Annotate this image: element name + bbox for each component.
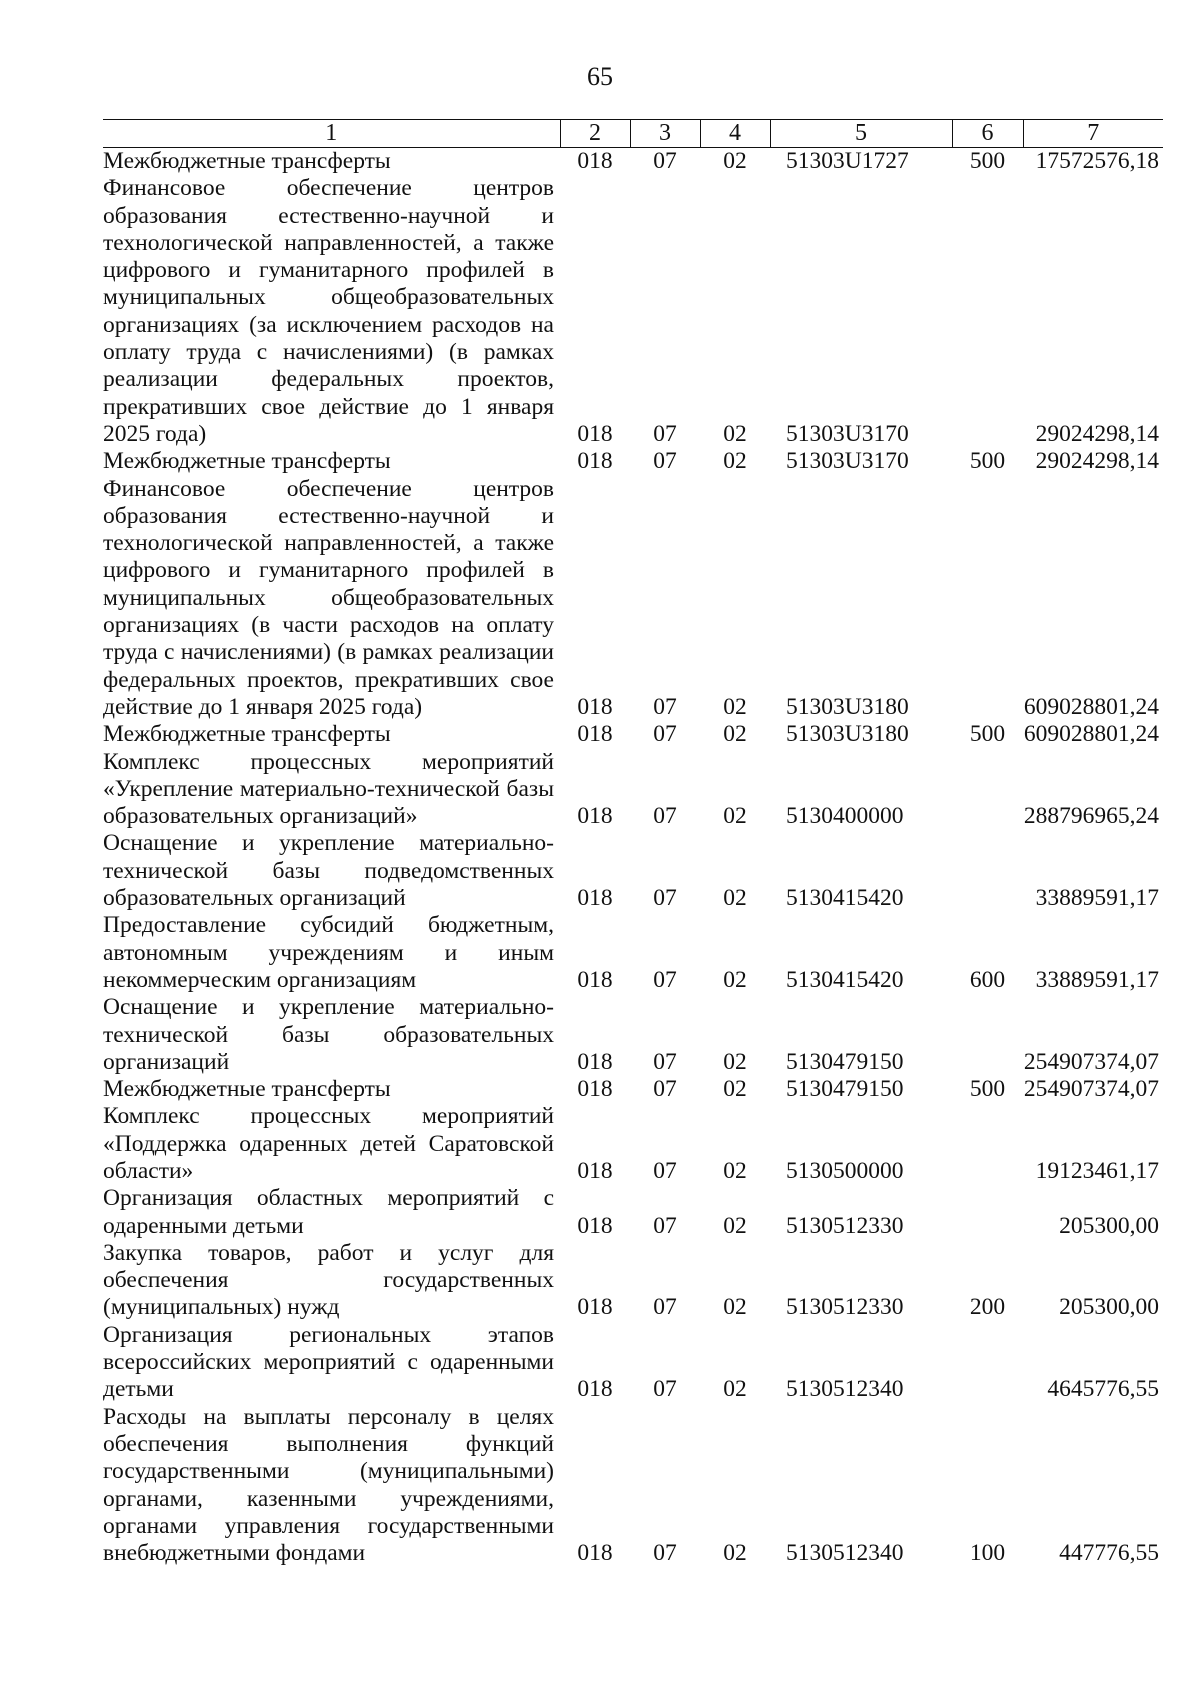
- target-article-code: 5130415420: [786, 966, 904, 993]
- page-number: 65: [587, 62, 613, 91]
- amount: 254907374,07: [1023, 1076, 1159, 1103]
- subsection-code: 02: [723, 1540, 747, 1567]
- section-code: 07: [653, 693, 677, 720]
- expense-type-code: [952, 175, 1023, 448]
- section-code: 07: [653, 1376, 677, 1403]
- ministry-code: 018: [577, 693, 613, 720]
- section-code: 07: [653, 1212, 677, 1239]
- column-header-3: 3: [630, 120, 700, 148]
- table-row: [103, 830, 1163, 912]
- amount: 29024298,14: [1035, 448, 1159, 475]
- expense-name: Комплекс процессных мероприятий «Укрепление материально-технической базы образовательных организаций»: [103, 748, 554, 830]
- target-article-code: 5130512340: [786, 1376, 904, 1403]
- section-code: 07: [653, 148, 677, 174]
- table-row: [103, 448, 1163, 475]
- table-row: [103, 175, 1163, 448]
- target-article-code: 5130415420: [786, 885, 904, 912]
- table-row: [103, 1404, 1163, 1568]
- expense-name: Межбюджетные трансферты: [103, 721, 391, 748]
- expense-type-code: [952, 994, 1023, 1076]
- target-article-code: 5130479150: [786, 1076, 904, 1103]
- section-code: 07: [653, 1294, 677, 1321]
- target-article-code: 5130512340: [786, 1540, 904, 1567]
- subsection-code: 02: [723, 966, 747, 993]
- expense-name: Организация областных мероприятий с одаренными детьми: [103, 1185, 554, 1239]
- amount: 29024298,14: [1035, 420, 1159, 447]
- expense-name: Финансовое обеспечение центров образования естественно-научной и технологической направленностей, а также цифрового и гуманитарного профилей в муниципальных общеобразовательных организациях (за исключением расходов на оплату труда с начислениями) (в рамках реализации федеральных проектов, прекративших свое действие до 1 января 2025 года): [103, 175, 554, 447]
- expense-type-code: 500: [969, 1076, 1006, 1103]
- table-row: [103, 148, 1163, 176]
- subsection-code: 02: [723, 1212, 747, 1239]
- expense-type-code: 200: [969, 1294, 1006, 1321]
- table-row: [103, 721, 1163, 748]
- subsection-code: 02: [723, 1157, 747, 1184]
- budget-table: [103, 119, 1163, 1567]
- amount: 33889591,17: [1035, 885, 1159, 912]
- ministry-code: 018: [577, 448, 613, 475]
- amount: 4645776,55: [1047, 1376, 1159, 1403]
- table-row: [103, 1076, 1163, 1103]
- expense-type-code: 500: [969, 721, 1006, 748]
- ministry-code: 018: [577, 1048, 613, 1075]
- target-article-code: 51303U1727: [786, 148, 909, 174]
- table-row: [103, 994, 1163, 1076]
- expense-type-code: [952, 476, 1023, 722]
- table-row: [103, 476, 1163, 722]
- ministry-code: 018: [577, 885, 613, 912]
- ministry-code: 018: [577, 1294, 613, 1321]
- target-article-code: 5130400000: [786, 803, 904, 830]
- amount: 609028801,24: [1023, 693, 1159, 720]
- expense-name: Оснащение и укрепление материально-технической базы подведомственных образовательных организаций: [103, 830, 554, 912]
- target-article-code: 51303U3180: [786, 693, 909, 720]
- ministry-code: 018: [577, 148, 613, 174]
- expense-name: Расходы на выплаты персоналу в целях обеспечения выполнения функций государственными (муниципальными) органами, казенными учреждениями, органами управления государственными внебюджетными фондами: [103, 1403, 554, 1567]
- subsection-code: 02: [723, 721, 747, 748]
- column-header-7: 7: [1023, 120, 1163, 148]
- amount: 609028801,24: [1023, 721, 1159, 748]
- target-article-code: 5130512330: [786, 1212, 904, 1239]
- expense-type-code: [952, 1322, 1023, 1404]
- section-code: 07: [653, 1540, 677, 1567]
- ministry-code: 018: [577, 966, 613, 993]
- section-code: 07: [653, 803, 677, 830]
- subsection-code: 02: [723, 803, 747, 830]
- subsection-code: 02: [723, 148, 747, 174]
- expense-type-code: 500: [969, 448, 1006, 475]
- table-body: [103, 148, 1163, 1568]
- ministry-code: 018: [577, 1540, 613, 1567]
- amount: 254907374,07: [1023, 1048, 1159, 1075]
- expense-type-code: 100: [969, 1540, 1006, 1567]
- table-header: [103, 120, 1163, 148]
- target-article-code: 5130479150: [786, 1048, 904, 1075]
- expense-name: Организация региональных этапов всероссийских мероприятий с одаренными детьми: [103, 1321, 554, 1403]
- section-code: 07: [653, 448, 677, 475]
- header-row: [103, 120, 1163, 148]
- expense-name: Предоставление субсидий бюджетным, автономным учреждениям и иным некоммерческим организациям: [103, 912, 554, 993]
- target-article-code: 51303U3170: [786, 420, 909, 447]
- amount: 17572576,18: [1035, 148, 1159, 174]
- ministry-code: 018: [577, 803, 613, 830]
- expense-name: Межбюджетные трансферты: [103, 448, 391, 475]
- ministry-code: 018: [577, 721, 613, 748]
- subsection-code: 02: [723, 1076, 747, 1103]
- ministry-code: 018: [577, 1157, 613, 1184]
- expense-name: Закупка товаров, работ и услуг для обеспечения государственных (муниципальных) нужд: [103, 1239, 554, 1321]
- section-code: 07: [653, 1076, 677, 1103]
- column-header-4: 4: [700, 120, 770, 148]
- subsection-code: 02: [723, 448, 747, 475]
- section-code: 07: [653, 1048, 677, 1075]
- column-header-1: 1: [103, 120, 560, 148]
- table-row: [103, 1240, 1163, 1322]
- table-row: [103, 1103, 1163, 1185]
- subsection-code: 02: [723, 1376, 747, 1403]
- expense-name: Межбюджетные трансферты: [103, 148, 391, 174]
- amount: 205300,00: [1059, 1212, 1159, 1239]
- subsection-code: 02: [723, 693, 747, 720]
- expense-type-code: [952, 1185, 1023, 1240]
- expense-type-code: 600: [969, 966, 1006, 993]
- amount: 205300,00: [1059, 1294, 1159, 1321]
- section-code: 07: [653, 885, 677, 912]
- section-code: 07: [653, 721, 677, 748]
- section-code: 07: [653, 1157, 677, 1184]
- target-article-code: 51303U3170: [786, 448, 909, 475]
- section-code: 07: [653, 420, 677, 447]
- expense-name: Финансовое обеспечение центров образования естественно-научной и технологической направленностей, а также цифрового и гуманитарного профилей в муниципальных общеобразовательных организациях (в части расходов на оплату труда с начислениями) (в рамках реализации федеральных проектов, прекративших свое действие до 1 января 2025 года): [103, 475, 554, 720]
- expense-type-code: [952, 830, 1023, 912]
- amount: 288796965,24: [1023, 803, 1159, 830]
- subsection-code: 02: [723, 1048, 747, 1075]
- subsection-code: 02: [723, 885, 747, 912]
- ministry-code: 018: [577, 1212, 613, 1239]
- ministry-code: 018: [577, 1076, 613, 1103]
- column-header-2: 2: [560, 120, 630, 148]
- table-row: [103, 749, 1163, 831]
- ministry-code: 018: [577, 420, 613, 447]
- expense-type-code: [952, 1103, 1023, 1185]
- amount: 19123461,17: [1035, 1157, 1159, 1184]
- table-row: [103, 1322, 1163, 1404]
- amount: 33889591,17: [1035, 966, 1159, 993]
- target-article-code: 51303U3180: [786, 721, 909, 748]
- table-row: [103, 1185, 1163, 1240]
- expense-name: Оснащение и укрепление материально-технической базы образовательных организаций: [103, 994, 554, 1075]
- expense-type-code: [952, 749, 1023, 831]
- subsection-code: 02: [723, 1294, 747, 1321]
- expense-name: Комплекс процессных мероприятий «Поддержка одаренных детей Саратовской области»: [103, 1103, 554, 1184]
- target-article-code: 5130500000: [786, 1157, 904, 1184]
- amount: 447776,55: [1059, 1540, 1159, 1567]
- subsection-code: 02: [723, 420, 747, 447]
- target-article-code: 5130512330: [786, 1294, 904, 1321]
- section-code: 07: [653, 966, 677, 993]
- ministry-code: 018: [577, 1376, 613, 1403]
- column-header-6: 6: [952, 120, 1023, 148]
- column-header-5: 5: [770, 120, 952, 148]
- expense-name: Межбюджетные трансферты: [103, 1076, 391, 1103]
- table-row: [103, 912, 1163, 994]
- expense-type-code: 500: [969, 148, 1006, 174]
